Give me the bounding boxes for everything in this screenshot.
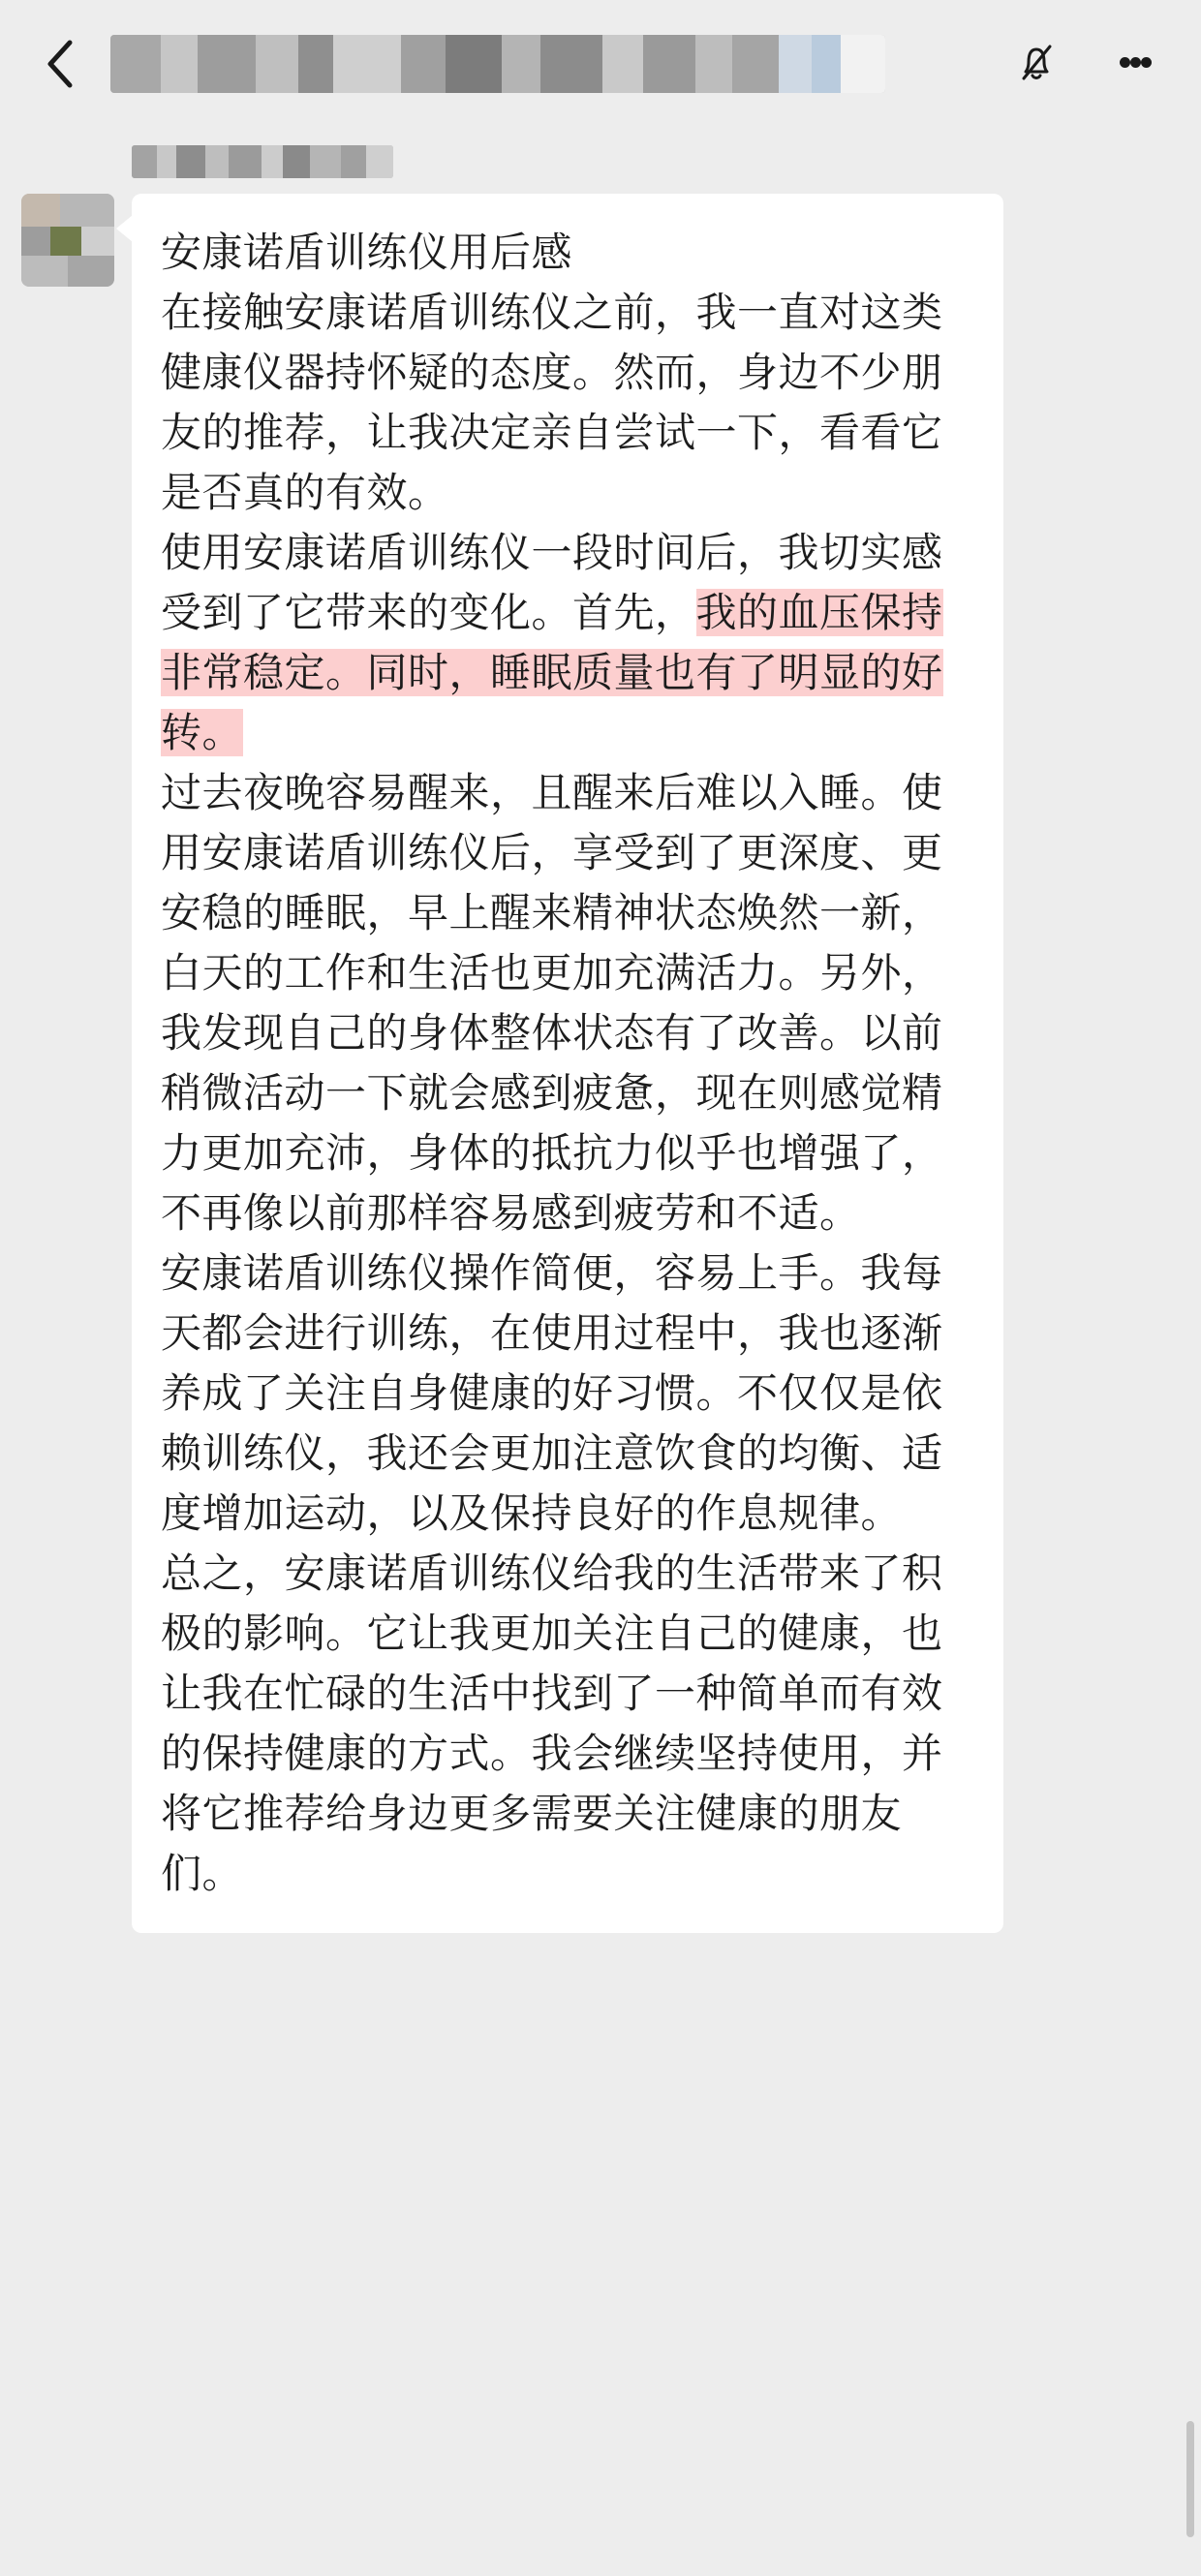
message-paragraph-2 [161, 523, 978, 763]
more-options-button[interactable] [1108, 37, 1162, 91]
message-paragraph-4: 安康诺盾训练仪操作简便，容易上手。我每天都会进行训练，在使用过程中，我也逐渐养成了关注自身健康的好习惯。不仅仅是依赖训练仪，我还会更加注意饮食的均衡、适度增加运动，以及保持良好的作息规律。 [161, 1249, 943, 1537]
more-horizontal-icon [1120, 55, 1152, 73]
paragraph-2-lead: 使用安康诺盾训练仪一段时间后，我切实感受到了它带来的变化。首先， [161, 529, 943, 636]
highlighted-text: 我的血压保持非常稳定。同时，睡眠质量也有了明显的好转。 [161, 589, 943, 756]
mute-notifications-button[interactable] [1009, 37, 1063, 91]
navbar-actions [1009, 37, 1168, 91]
top-navigation-bar [0, 0, 1201, 128]
vertical-scrollbar[interactable] [1186, 2421, 1194, 2537]
conversation-title-redacted [110, 35, 885, 93]
sender-name-redacted [132, 145, 393, 178]
message-paragraph-5: 总之，安康诺盾训练仪给我的生活带来了积极的影响。它让我更加关注自己的健康，也让我在忙碌的生活中找到了一种简单而有效的保持健康的方式。我会继续坚持使用，并将它推荐给身边更多需要关注健康的朋友们。 [161, 1549, 943, 1897]
message-paragraph-3: 过去夜晚容易醒来，且醒来后难以入睡。使用安康诺盾训练仪后，享受到了更深度、更安稳的睡眠，早上醒来精神状态焕然一新，白天的工作和生活也更加充满活力。另外，我发现自己的身体整体状态有了改善。以前稍微活动一下就会感到疲惫，现在则感觉精力更加充沛，身体的抵抗力似乎也增强了，不再像以前那样容易感到疲劳和不适。 [161, 769, 943, 1237]
message-title: 安康诺盾训练仪用后感 [161, 229, 573, 276]
chevron-left-icon [44, 37, 77, 91]
message-bubble-wrap [132, 194, 1172, 1933]
bubble-tail [116, 215, 133, 242]
bell-slash-icon [1015, 39, 1058, 90]
message-row [0, 145, 1201, 1933]
avatar[interactable] [21, 194, 114, 287]
back-button[interactable] [33, 37, 87, 91]
message-paragraph-1: 在接触安康诺盾训练仪之前，我一直对这类健康仪器持怀疑的态度。然而，身边不少朋友的推荐，让我决定亲自尝试一下，看看它是否真的有效。 [161, 289, 943, 516]
chat-message-area [0, 128, 1201, 1933]
message-bubble[interactable] [132, 194, 1003, 1933]
message-column [132, 145, 1172, 1933]
